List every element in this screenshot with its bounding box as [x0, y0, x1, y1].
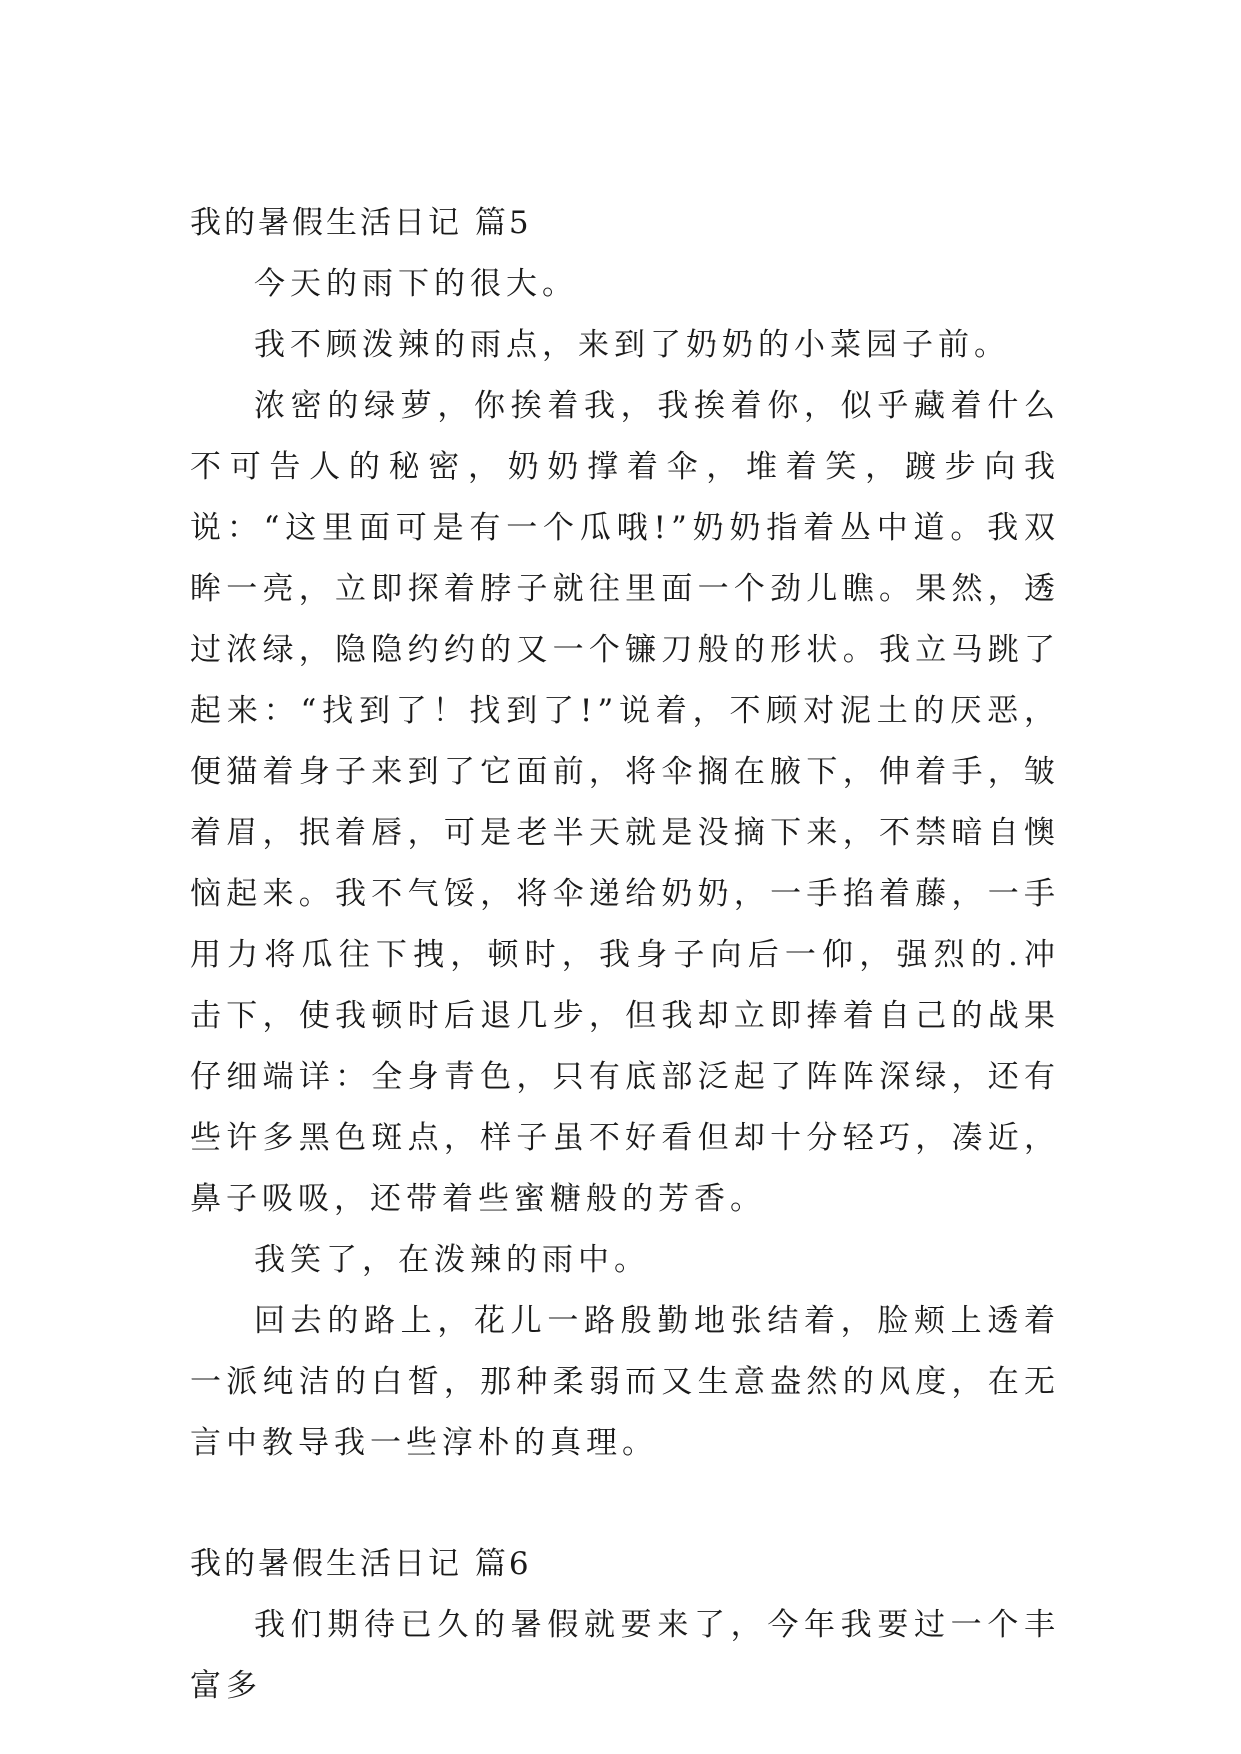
paragraph: 我笑了，在泼辣的雨中。: [254, 1242, 650, 1278]
paragraph: 我不顾泼辣的雨点，来到了奶奶的小菜园子前。: [254, 327, 1010, 363]
diary-entry-6: [190, 1534, 1060, 1717]
paragraph: 我们期待已久的暑假就要来了，今年我要过一个丰富多: [190, 1607, 1060, 1704]
paragraph: 浓密的绿萝，你挨着我，我挨着你，似乎藏着什么不可告人的秘密，奶奶撑着伞，堆着笑，踱步向我说：“这里面可是有一个瓜哦!”奶奶指着丛中道。我双眸一亮，立即探着脖子就往里面一个劲儿瞧。果然，透过浓绿，隐隐约约的又一个镰刀般的形状。我立马跳了起来：“找到了！找到了!”说着，不顾对泥土的厌恶，便猫着身子来到了它面前，将伞搁在腋下，伸着手，皱着眉，抿着唇，可是老半天就是没摘下来，不禁暗自懊恼起来。我不气馁，将伞递给奶奶，一手掐着藤，一手用力将瓜往下拽，顿时，我身子向后一仰，强烈的.冲击下，使我顿时后退几步，但我却立即捧着自己的战果仔细端详：全身青色，只有底部泛起了阵阵深绿，还有些许多黑色斑点，样子虽不好看但却十分轻巧，凑近，鼻子吸吸，还带着些蜜糖般的芳香。: [190, 388, 1060, 1217]
entry-heading: 我的暑假生活日记 篇5: [190, 205, 532, 241]
document-body: [190, 193, 1060, 1717]
section-spacer: [190, 1474, 1060, 1534]
entry-heading: 我的暑假生活日记 篇6: [190, 1546, 532, 1582]
paragraph: 回去的路上，花儿一路殷勤地张结着，脸颊上透着一派纯洁的白皙，那种柔弱而又生意盎然的风度，在无言中教导我一些淳朴的真理。: [190, 1303, 1060, 1461]
diary-entry-5: [190, 193, 1060, 1474]
paragraph: 今天的雨下的很大。: [254, 266, 578, 302]
